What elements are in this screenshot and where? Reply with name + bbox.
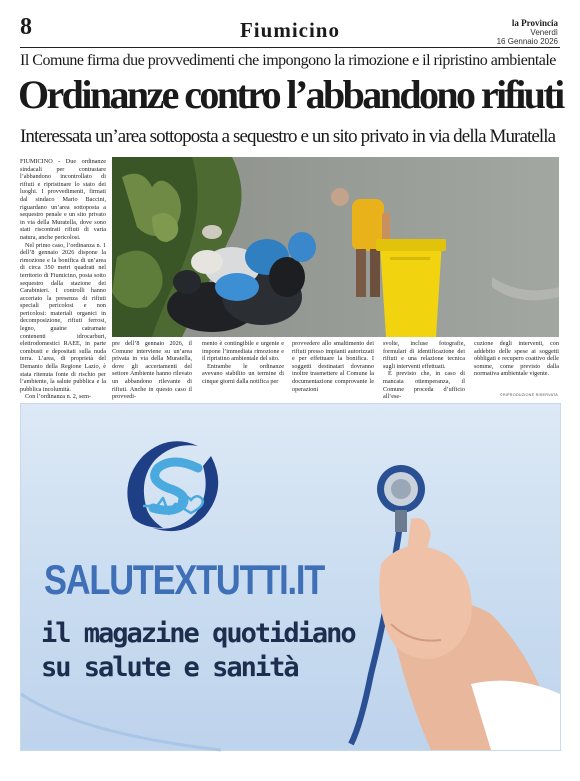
- paragraph: Nel primo caso, l’ordinanza n. 1 dell’8 gennaio 2026 dispone la rimozione e la bonifica di un’area di circa 350 metri quadrati nel territorio di Fiumicino, posta sotto sequestro dalla stazione dei Carabinieri. I controlli hanno accertato la presenza di rifiuti speciali pericolosi e non pericolosi: materiali organici in decomposizione, rifiuti ferrosi, legno, guaine catramate contenenti idrocarburi, elettrodomestici RAEE, in parte combusti e depositati sulla nuda terra. L’area, di proprietà del Demanio della Regione Lazio, è stata ritenuta fonte di rischio per l’ambiente, la salute pubblica e la pubblica incolumità.: [20, 241, 106, 393]
- issue-day: 16 Gennaio 2026: [496, 37, 558, 46]
- article-kicker: Il Comune firma due provvedimenti che impongono la rimozione e il ripristino ambientale: [20, 52, 556, 69]
- article-column-6: [474, 340, 559, 392]
- paragraph: provvedere allo smaltimento dei rifiuti presso impianti autorizzati e per effettuare la bonifica. I soggetti destinatari dovranno inoltre trasmettere al Comune la documentazione comprovante le operazioni: [292, 340, 374, 393]
- page-number: 8: [20, 14, 32, 40]
- paragraph: cuzione degli interventi, con addebito delle spese ai soggetti obbligati e recupero coattivo delle somme, come previsto dalla normativa ambientale vigente.: [474, 340, 559, 378]
- paragraph: Con l’ordinanza n. 2, sem-: [25, 393, 91, 401]
- article-headline: Ordinanze contro l’abbandono rifiuti: [18, 72, 563, 117]
- article-column-3: [202, 340, 284, 396]
- issue-weekday: Venerdì: [530, 28, 558, 37]
- article-photo: [112, 157, 559, 337]
- article-subhead: Interessata un’area sottoposta a sequestro e un sito privato in via della Muratella: [20, 126, 556, 147]
- waste-dump-photo: [112, 157, 559, 337]
- stethoscope-icon: [351, 444, 560, 750]
- ad-tagline-line-2: su salute e sanità: [41, 652, 298, 683]
- paragraph: mento è contingibile e urgente e impone l’immediata rimozione e il ripristino ambientale del sito.: [202, 340, 284, 363]
- article-column-4: [292, 340, 374, 396]
- logo-mark-icon: [113, 428, 231, 546]
- issue-date: [497, 28, 558, 46]
- ad-brand-name: SALUTEXTUTTI.IT: [44, 556, 325, 603]
- newspaper-name: la Provincia: [511, 18, 558, 28]
- article-column-5: [383, 340, 465, 401]
- copyright-credit: ©RIPRODUZIONE RISERVATA: [499, 393, 558, 397]
- article-column-1: [20, 158, 106, 401]
- ad-tagline-line-1: il magazine quotidiano: [41, 618, 355, 649]
- decorative-arc: [21, 674, 221, 750]
- paragraph: svolte, incluse fotografie, formulari di identificazione dei rifiuti e una relazione tecnica sugli interventi effettuati.: [383, 340, 465, 370]
- advertisement-banner[interactable]: [20, 403, 561, 751]
- section-title: Fiumicino: [239, 18, 340, 42]
- header-rule: [20, 47, 560, 48]
- paragraph: È previsto che, in caso di mancata ottemperanza, il Comune proceda d’ufficio all’ese-: [383, 370, 465, 401]
- paragraph: FIUMICINO - Due ordinanze sindacali per contrastare l’abbandono incontrollato di rifiuti e ripristinare lo stato dei luoghi. I provvedimenti, firmati dal sindaco Mario Baccini, riguardano un’area sottoposta a sequestro penale e un sito privato in via della Muratella, dove sono stati riscontrati rifiuti di varia natura, anche pericolosi.: [20, 158, 106, 241]
- paragraph: Entrambe le ordinanze avevano stabilito un termine di cinque giorni dalla notifica per: [202, 362, 284, 385]
- article-column-2: [112, 340, 192, 401]
- paragraph: pre dell’8 gennaio 2026, il Comune interviene su un’area privata in via della Muratella, dove gli accertamenti del settore Ambiente hanno rilevato un abbandono rilevante di rifiuti. Anche in questo caso il provvedi-: [112, 340, 192, 401]
